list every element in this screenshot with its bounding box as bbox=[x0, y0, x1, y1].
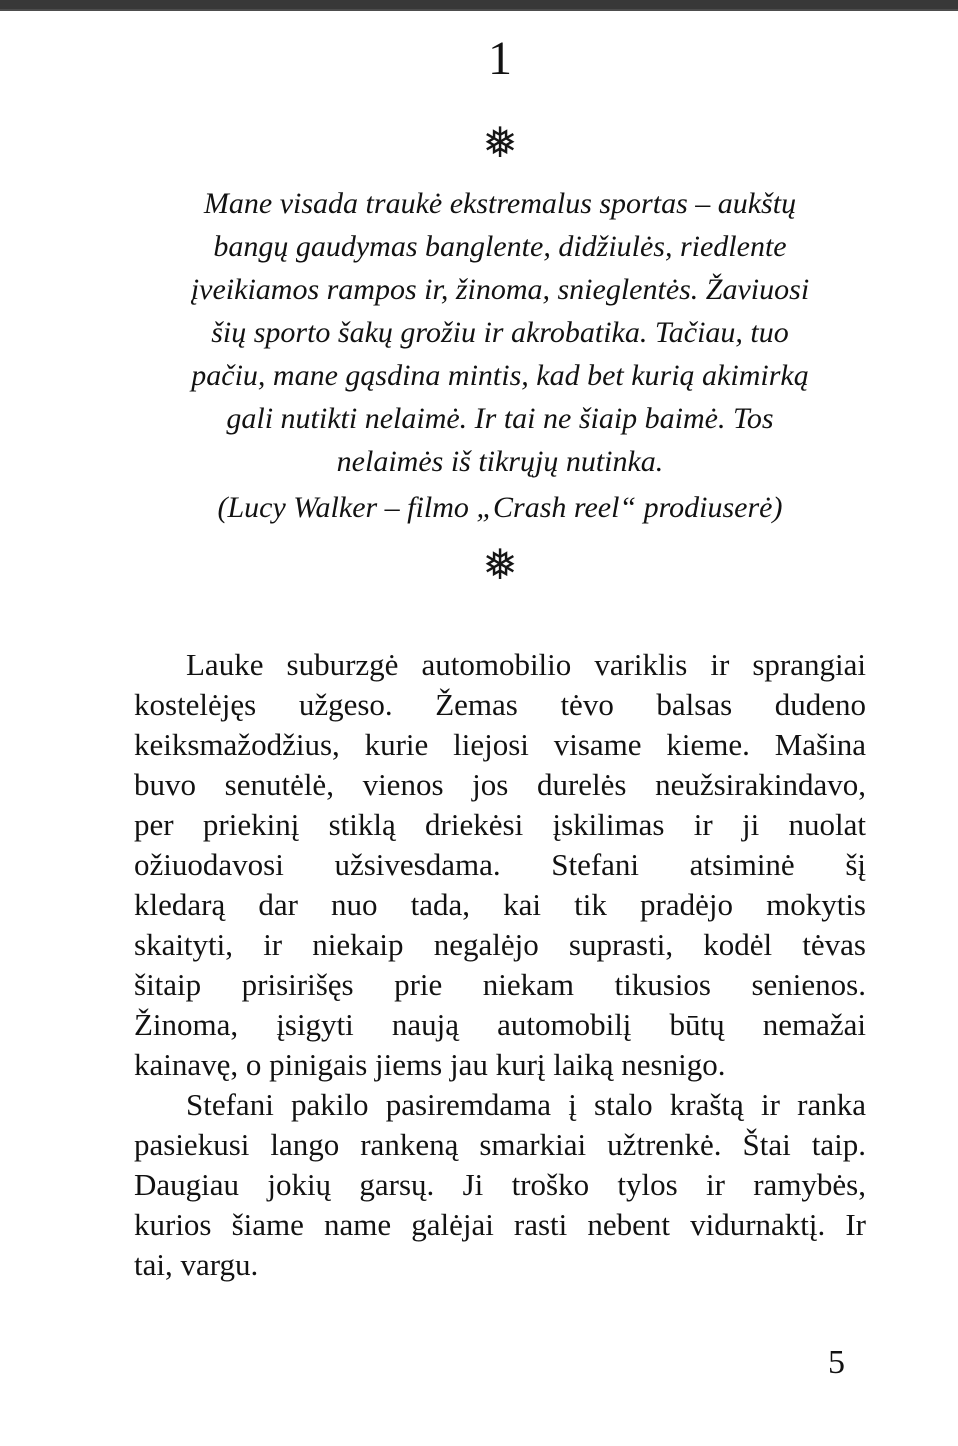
window-top-bar bbox=[0, 0, 958, 11]
epigraph-line: įveikiamos rampos ir, žinoma, snieglentės. Žaviuosi bbox=[190, 273, 810, 306]
body-line: Stefani pakilo pasiremdama į stalo kraštą ir ranka bbox=[186, 1087, 866, 1122]
body-line: šitaip prisirišęs prie niekam tikusios senienos. bbox=[134, 967, 866, 1002]
body-line: per priekinį stiklą driekėsi įskilimas ir ji nuolat bbox=[134, 807, 866, 842]
paragraph bbox=[134, 645, 866, 1085]
body-line: tai, vargu. bbox=[134, 1247, 259, 1282]
body-line: Lauke suburzgė automobilio variklis ir sprangiai bbox=[186, 647, 866, 682]
body-line: Žinoma, įsigyti naują automobilį būtų nemažai bbox=[134, 1007, 866, 1042]
body-line: buvo senutėlė, vienos jos durelės neužsirakindavo, bbox=[134, 767, 866, 802]
body-line: kainavę, o pinigais jiems jau kurį laiką nesnigo. bbox=[134, 1047, 726, 1082]
epigraph-line: pačiu, mane gąsdina mintis, kad bet kurią akimirką bbox=[191, 359, 809, 392]
body-line: kledarą dar nuo tada, kai tik pradėjo mokytis bbox=[134, 887, 866, 922]
epigraph-line: bangų gaudymas banglente, didžiulės, riedlente bbox=[213, 230, 787, 263]
epigraph bbox=[134, 182, 866, 483]
epigraph-line: Mane visada traukė ekstremalus sportas – aukštų bbox=[203, 187, 797, 220]
paragraph bbox=[134, 1085, 866, 1285]
epigraph-attribution: (Lucy Walker – filmo „Crash reel“ prodiuserė) bbox=[217, 491, 783, 524]
snowflake-icon: ❅ bbox=[482, 540, 518, 589]
epigraph-line: šių sporto šakų grožiu ir akrobatika. Tačiau, tuo bbox=[211, 316, 789, 349]
body-line: skaityti, ir niekaip negalėjo suprasti, kodėl tėvas bbox=[134, 927, 866, 962]
page-content bbox=[134, 11, 866, 1285]
body-line: pasiekusi lango rankeną smarkiai užtrenkė. Štai taip. bbox=[134, 1127, 866, 1162]
body-line: kurios šiame name galėjai rasti nebent vidurnaktį. Ir bbox=[134, 1207, 866, 1242]
epigraph-line: nelaimės iš tikrųjų nutinka. bbox=[336, 445, 664, 478]
chapter-number: 1 bbox=[488, 32, 512, 85]
body-line: keiksmažodžius, kurie liejosi visame kieme. Mašina bbox=[134, 727, 866, 762]
body-line: Daugiau jokių garsų. Ji troško tylos ir ramybės, bbox=[134, 1167, 866, 1202]
page-number: 5 bbox=[828, 1344, 845, 1381]
body-line: ožiuodavosi užsivesdama. Stefani atsiminė šį bbox=[134, 847, 866, 882]
epigraph-line: gali nutikti nelaimė. Ir tai ne šiaip baimė. Tos bbox=[226, 402, 774, 435]
snowflake-icon: ❅ bbox=[482, 118, 518, 167]
body-line: kostelėjęs užgeso. Žemas tėvo balsas dudeno bbox=[134, 687, 866, 722]
body-text bbox=[134, 645, 866, 1285]
